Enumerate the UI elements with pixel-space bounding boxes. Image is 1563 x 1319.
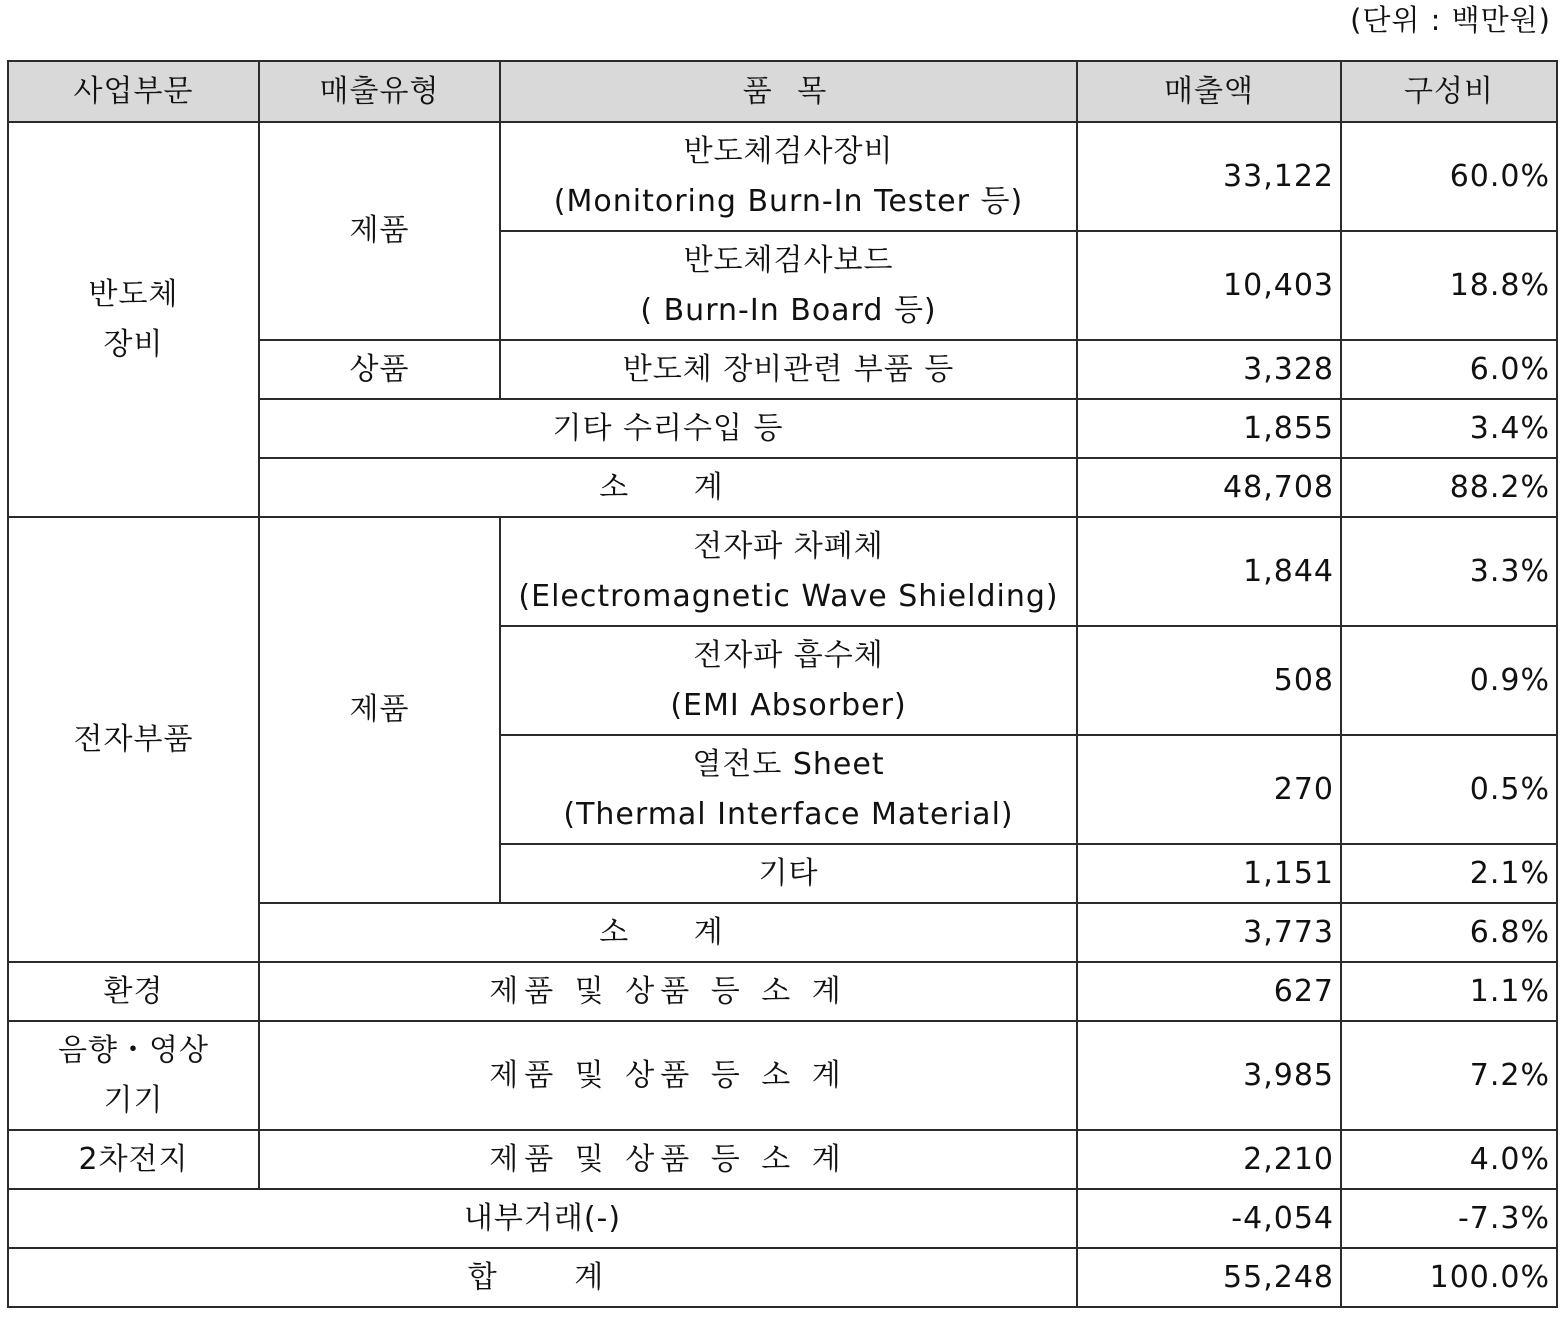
item-cell <box>500 626 1077 735</box>
segment-line: 기기 <box>103 1082 164 1118</box>
header-sales: 매출액 <box>1077 61 1341 122</box>
ratio-cell: 18.8% <box>1341 231 1557 340</box>
item-name: 전자파 차폐체 <box>693 528 884 564</box>
item-detail: (Thermal Interface Material) <box>563 796 1014 832</box>
sales-cell: 1,855 <box>1077 399 1341 458</box>
sales-type-product: 제품 <box>259 122 500 340</box>
table-row <box>8 122 1557 231</box>
subtotal-label: 소 계 <box>259 458 1077 517</box>
ratio-cell: 0.5% <box>1341 735 1557 844</box>
ratio-cell: 0.9% <box>1341 626 1557 735</box>
segment-environment: 환경 <box>8 962 259 1021</box>
header-sales-type: 매출유형 <box>259 61 500 122</box>
item-name: 전자파 흡수체 <box>693 637 884 673</box>
item-cell: 기타 <box>500 844 1077 903</box>
ratio-cell: -7.3% <box>1341 1189 1557 1248</box>
sales-cell: 3,773 <box>1077 903 1341 962</box>
internal-label: 내부거래(-) <box>8 1189 1077 1248</box>
item-detail: ( Burn-In Board 등) <box>640 292 937 328</box>
sales-cell: 1,151 <box>1077 844 1341 903</box>
item-name: 반도체검사장비 <box>683 133 894 169</box>
sales-cell: 2,210 <box>1077 1130 1341 1189</box>
segment-line: 반도체 <box>88 276 179 312</box>
ratio-cell: 60.0% <box>1341 122 1557 231</box>
segment-line: 음향・영상 <box>58 1032 209 1068</box>
table-row <box>8 962 1557 1021</box>
ratio-cell: 3.3% <box>1341 517 1557 626</box>
table-row <box>8 517 1557 626</box>
internal-transactions-row <box>8 1189 1557 1248</box>
ratio-cell: 7.2% <box>1341 1021 1557 1130</box>
header-ratio: 구성비 <box>1341 61 1557 122</box>
sales-cell: 10,403 <box>1077 231 1341 340</box>
segment-av <box>8 1021 259 1130</box>
table-row <box>8 1021 1557 1130</box>
sales-table <box>7 60 1558 1308</box>
ratio-cell: 4.0% <box>1341 1130 1557 1189</box>
segment-battery: 2차전지 <box>8 1130 259 1189</box>
table-row <box>8 1130 1557 1189</box>
unit-note: (단위 : 백만원) <box>1350 3 1551 37</box>
ratio-cell: 1.1% <box>1341 962 1557 1021</box>
sales-cell: 1,844 <box>1077 517 1341 626</box>
sales-cell: 3,985 <box>1077 1021 1341 1130</box>
subtotal-label: 소 계 <box>259 903 1077 962</box>
item-detail: (Electromagnetic Wave Shielding) <box>518 578 1059 614</box>
subtotal-label: 제품 및 상품 등 소 계 <box>259 1021 1077 1130</box>
item-detail: (EMI Absorber) <box>670 687 907 723</box>
sales-cell: 48,708 <box>1077 458 1341 517</box>
sales-cell: 508 <box>1077 626 1341 735</box>
ratio-cell: 2.1% <box>1341 844 1557 903</box>
item-cell <box>500 231 1077 340</box>
ratio-cell: 6.8% <box>1341 903 1557 962</box>
ratio-cell: 3.4% <box>1341 399 1557 458</box>
item-name: 반도체검사보드 <box>683 242 894 278</box>
subtotal-label: 제품 및 상품 등 소 계 <box>259 962 1077 1021</box>
sales-type-product: 제품 <box>259 517 500 903</box>
sales-type-goods: 상품 <box>259 340 500 399</box>
segment-electronic: 전자부품 <box>8 517 259 962</box>
item-cell <box>500 735 1077 844</box>
total-row <box>8 1248 1557 1307</box>
header-row <box>8 61 1557 122</box>
item-cell: 반도체 장비관련 부품 등 <box>500 340 1077 399</box>
sales-cell: 627 <box>1077 962 1341 1021</box>
sales-cell: 55,248 <box>1077 1248 1341 1307</box>
ratio-cell: 100.0% <box>1341 1248 1557 1307</box>
header-segment: 사업부문 <box>8 61 259 122</box>
sales-cell: -4,054 <box>1077 1189 1341 1248</box>
ratio-cell: 6.0% <box>1341 340 1557 399</box>
segment-line: 장비 <box>103 326 164 362</box>
item-cell: 기타 수리수입 등 <box>259 399 1077 458</box>
item-detail: (Monitoring Burn-In Tester 등) <box>553 183 1024 219</box>
sales-cell: 3,328 <box>1077 340 1341 399</box>
segment-semiconductor <box>8 122 259 517</box>
header-item: 품 목 <box>500 61 1077 122</box>
ratio-cell: 88.2% <box>1341 458 1557 517</box>
item-name: 열전도 Sheet <box>692 746 885 782</box>
sales-cell: 33,122 <box>1077 122 1341 231</box>
item-cell <box>500 517 1077 626</box>
sales-cell: 270 <box>1077 735 1341 844</box>
total-label: 합 계 <box>8 1248 1077 1307</box>
item-cell <box>500 122 1077 231</box>
subtotal-label: 제품 및 상품 등 소 계 <box>259 1130 1077 1189</box>
